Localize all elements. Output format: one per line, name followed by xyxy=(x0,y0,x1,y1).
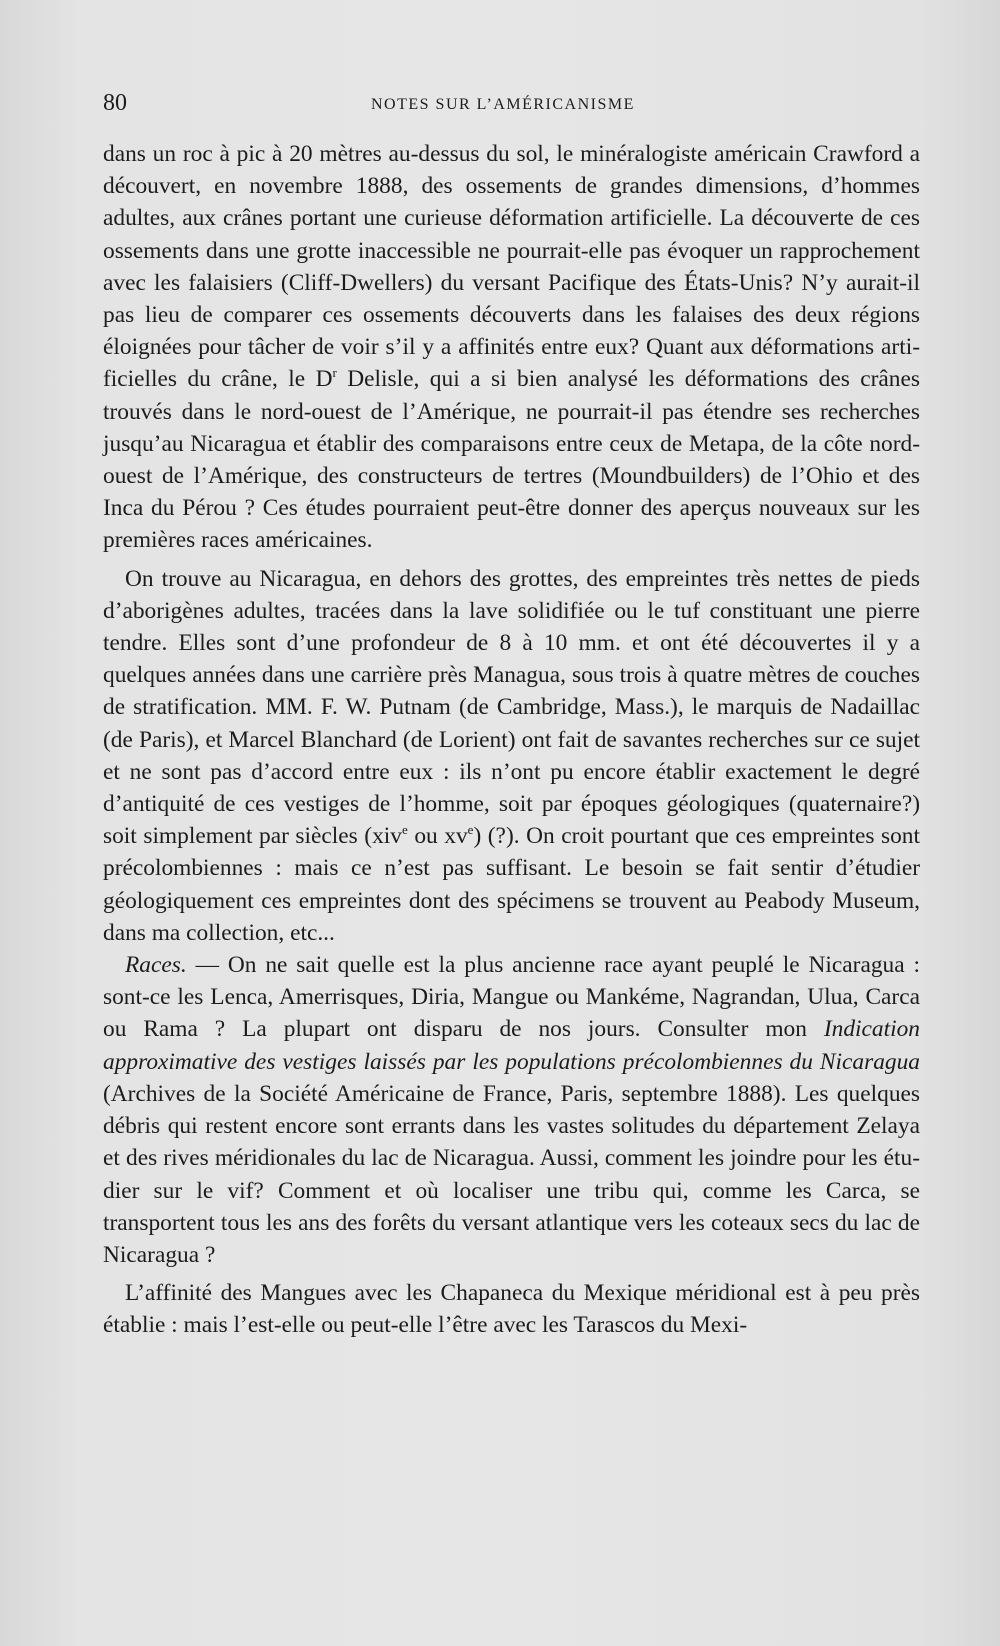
paragraph-empreintes xyxy=(103,563,920,949)
page-number: 80 xyxy=(103,90,127,116)
text-span: dans un roc à pic à 20 mètres au-dessus du sol, le minéralogiste américain Crawford a découvert, en novembre 1888, des ossements de grandes dimensions, d’hommes adultes, aux crânes portant une curieuse déformation artificielle. La découverte de ces ossements dans une grotte inaccessible ne pourrait-elle pas évoquer un rapprochement avec les falaisiers (Cliff-Dwellers) du versant Pacifique des États-Unis? N’y aurait-il pas lieu de comparer ces ossements découverts dans les falaises des deux régions éloignées pour tâcher de voir s’il y a affinités entre eux? Quant aux déformations artificielles du crâne, le D xyxy=(103,141,920,393)
paragraph-mangues xyxy=(103,1277,920,1341)
text-span: ) (?). On croit pourtant que ces empreintes sont précolombiennes : mais ce n’est pas suffisant. Le besoin se fait sentir d’étudier géologiquement ces empreintes dont des spécimens se trouvent au Peabody Museum, dans ma collection, etc... xyxy=(103,823,921,946)
paragraph-crawford-ossements xyxy=(103,138,920,557)
body-text xyxy=(103,138,920,1342)
section-lead: Races. xyxy=(125,952,187,979)
century-numeral: xv xyxy=(444,823,468,850)
running-head xyxy=(103,90,923,120)
superscript: r xyxy=(332,365,337,381)
paragraph-races xyxy=(103,949,920,1271)
text-span: Delisle, qui a si bien analysé les déformations des crânes trouvés dans le nord-ouest de l’Amérique, ne pourrait-il pas étendre ses recherches jusqu’au Nicaragua et établir des comparaisons entre ceux de Metapa, de la côte nord-ouest de l’Amérique, des constructeurs de tertres (Moundbuilders) de l’Ohio et des Inca du Pérou ? Ces études pourraient peut-être donner des aperçus nouveaux sur les premières races américaines. xyxy=(103,366,920,554)
text-span: On trouve au Nicaragua, en dehors des grottes, des empreintes très nettes de pieds d’aborigènes adultes, tracées dans la lave solidifiée ou le tuf constituant une pierre tendre. Elles sont d’une profondeur de 8 à 10 mm. et ont été découvertes il y a quelques années dans une carrière près Managua, sous trois à quatre mètres de couches de stratification. MM. F. W. Putnam (de Cambridge, Mass.), le marquis de Nadaillac (de Paris), et Marcel Blanchard (de Lorient) ont fait de savantes recherches sur ce sujet et ne sont pas d’accord entre eux : ils n’ont pu encore établir exactement le degré d’antiquité de ces vestiges de l’homme, soit par époques géologiques (quaternaire?) soit simplement par siècles ( xyxy=(103,565,920,850)
century-numeral: xiv xyxy=(372,823,402,850)
superscript: e xyxy=(402,822,408,838)
text-span: L’affinité des Mangues avec les Chapaneca du Mexique méridional est à peu près établie : mais l’est-elle ou peut-elle l’être avec les Tarascos du Mexi- xyxy=(103,1280,920,1339)
text-span: ou xyxy=(407,823,445,850)
cited-title: Indication approximative des vestiges laissés par les populations précolombiennes du Nicaragua xyxy=(103,1016,920,1075)
running-title: NOTES SUR L’AMÉRICANISME xyxy=(371,96,635,113)
text-span: (Archives de la Société Américaine de France, Paris, septembre 1888). Les quelques débris qui restent encore sont errants dans les vastes solitudes du département Zelaya et des rives méridionales du lac de Nicaragua. Aussi, comment les joindre pour les étudier sur le vif? Comment et où localiser une tribu qui, comme les Carca, se transportent tous les ans des forêts du versant atlantique vers les coteaux secs du lac de Nicaragua ? xyxy=(103,1080,920,1268)
superscript: e xyxy=(467,822,474,838)
text-span: — On ne sait quelle est la plus ancienne race ayant peuplé le Nicaragua : sont-ce les Lenca, Amerrisques, Diria, Mangue ou Mankéme, Nagrandan, Ulua, Carca ou Rama ? La plupart ont disparu de nos jours. Consulter mon xyxy=(103,952,920,1043)
